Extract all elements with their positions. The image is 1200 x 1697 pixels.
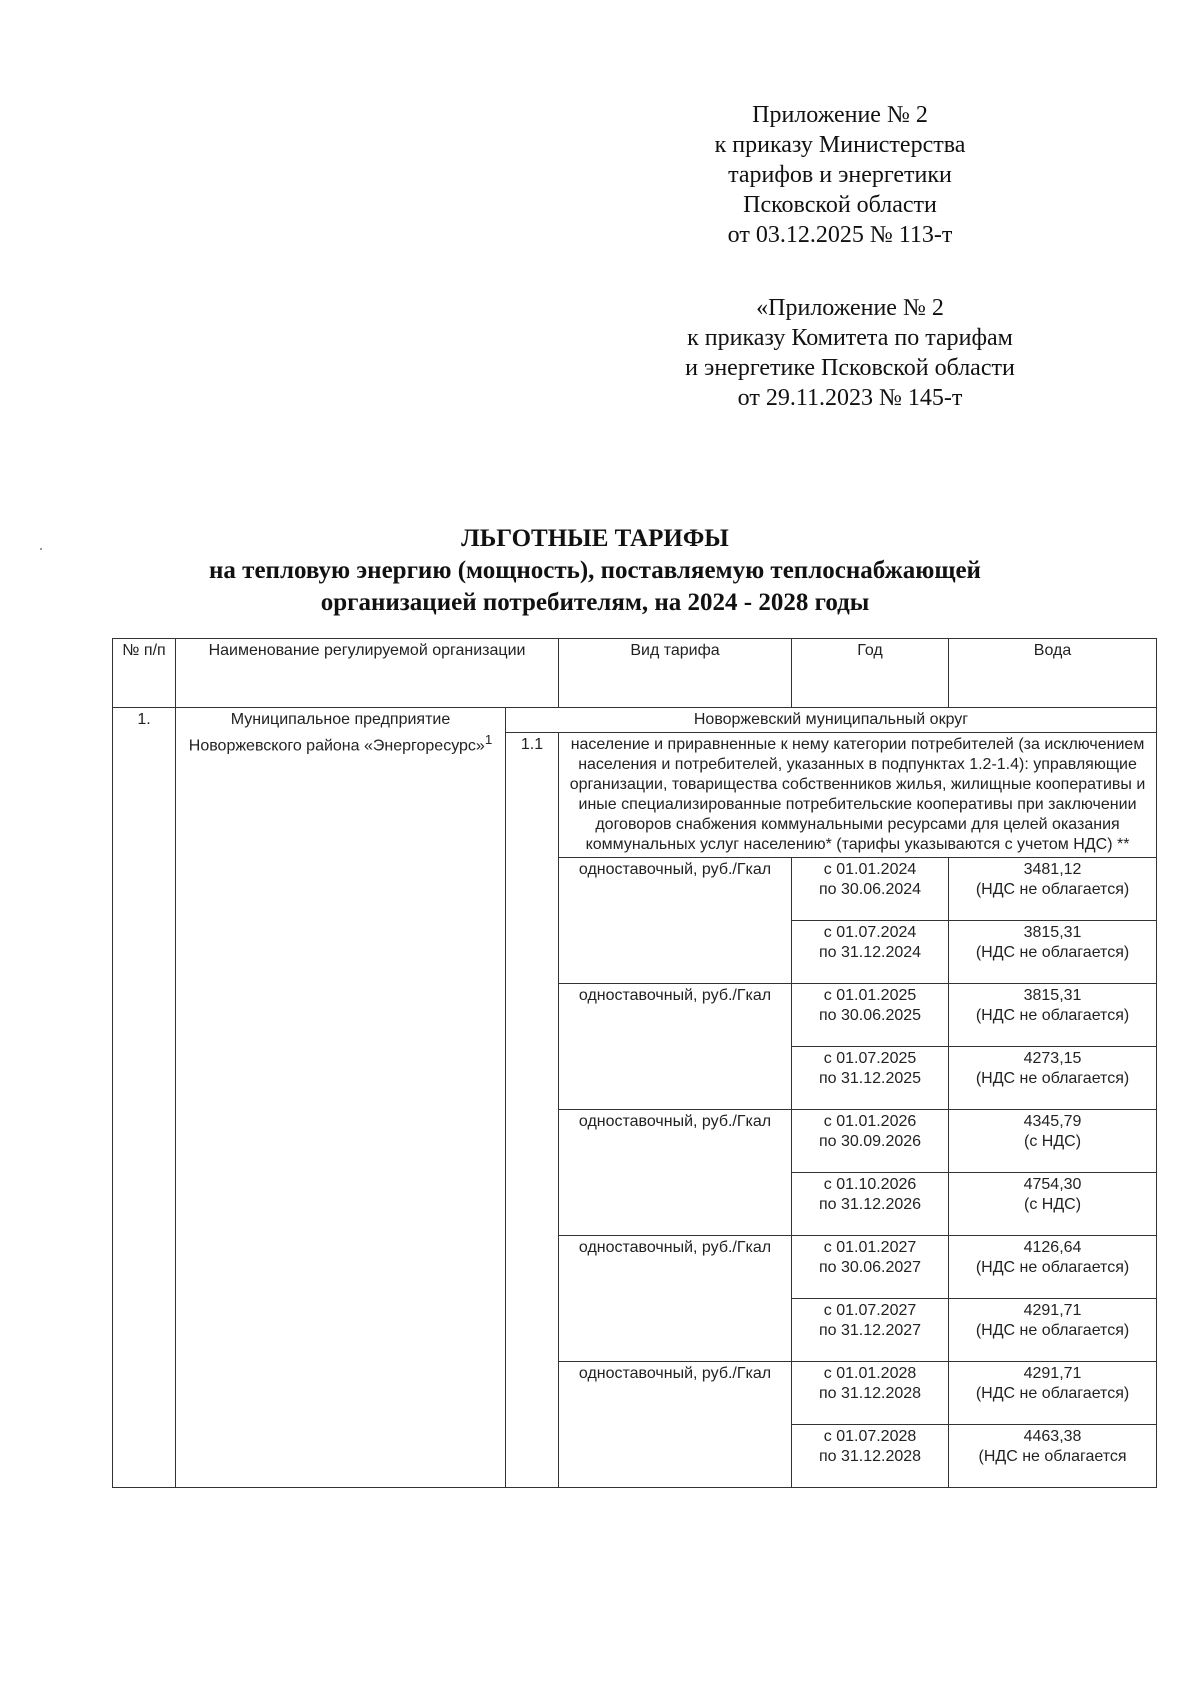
tariff-amount: 3815,31 [1023,924,1082,941]
tariff-type: одноставочный, руб./Гкал [559,1236,792,1362]
title-line: ЛЬГОТНЫЕ ТАРИФЫ [461,525,729,552]
tariff-amount: 3481,12 [1023,861,1082,878]
table-header-row [113,639,1157,708]
organization-footnote: 1 [484,732,493,747]
consumer-category: население и приравненные к нему категории потребителей (за исключением населения и потребителей, указанных в подпунктах 1.2-1.4): управляющие организации, товарищества собственников жилья, жилищные кооперативы и иные специализированные потребительские кооперативы при заключении договоров снабжения коммунальными ресурсами для целей оказания коммунальных услуг населению* (тарифы указываются с учетом НДС) ** [559,733,1157,858]
appendix-line: тарифов и энергетики [728,162,952,188]
period-to: по 30.06.2025 [818,1007,922,1024]
tariff-value [949,1110,1157,1173]
header-water: Вода [949,639,1157,708]
appendix-reference-current [690,100,990,250]
tariff-period [792,858,949,921]
header-org: Наименование регулируемой организации [176,639,559,708]
row-number: 1. [113,708,176,1488]
tariff-period [792,1362,949,1425]
subitem-number: 1.1 [506,733,559,1488]
appendix-reference-previous [640,293,1060,413]
header-tariff-type: Вид тарифа [559,639,792,708]
period-to: по 30.06.2027 [818,1259,922,1276]
tariff-type: одноставочный, руб./Гкал [559,1110,792,1236]
tariff-value [949,1236,1157,1299]
tariff-amount: 3815,31 [1023,987,1082,1004]
tariff-amount: 4754,30 [1023,1176,1082,1193]
tariff-value [949,1047,1157,1110]
appendix-line: от 03.12.2025 № 113-т [727,222,953,248]
tariff-value [949,1425,1157,1488]
vat-note: (с НДС) [1023,1133,1082,1150]
vat-note: (НДС не облагается) [975,1259,1130,1276]
tariff-value [949,1362,1157,1425]
period-from: с 01.07.2024 [823,924,917,941]
vat-note: (НДС не облагается) [975,1070,1130,1087]
tariff-period [792,984,949,1047]
period-to: по 31.12.2027 [818,1322,922,1339]
vat-note: (с НДС) [1023,1196,1082,1213]
tariff-period [792,1047,949,1110]
tariff-type: одноставочный, руб./Гкал [559,1362,792,1488]
tariff-period [792,1236,949,1299]
vat-note: (НДС не облагается [978,1448,1127,1465]
tariff-period [792,1110,949,1173]
tariff-value [949,984,1157,1047]
tariff-amount: 4345,79 [1023,1113,1082,1130]
scan-speck [40,548,42,550]
period-from: с 01.01.2025 [823,987,917,1004]
tariff-period [792,1299,949,1362]
period-from: с 01.01.2027 [823,1239,917,1256]
vat-note: (НДС не облагается) [975,944,1130,961]
district-row [113,708,1157,733]
tariff-amount: 4291,71 [1023,1365,1082,1382]
period-to: по 31.12.2024 [818,944,922,961]
period-to: по 31.12.2025 [818,1070,922,1087]
tariff-table-body [113,639,1157,1488]
appendix-line: от 29.11.2023 № 145-т [737,385,963,411]
organization-name-text: Муниципальное предприятие Новоржевского района «Энергоресурс» [188,711,485,755]
tariff-amount: 4273,15 [1023,1050,1082,1067]
appendix-line: к приказу Министерства [714,132,966,158]
period-from: с 01.10.2026 [823,1176,917,1193]
period-from: с 01.07.2028 [823,1428,917,1445]
title-line: на тепловую энергию (мощность), поставляемую теплоснабжающей [209,557,981,584]
organization-name [176,708,506,1488]
appendix-line: Псковской области [743,192,937,218]
district-name: Новоржевский муниципальный округ [506,708,1157,733]
appendix-line: к приказу Комитета по тарифам [687,325,1013,351]
tariff-period [792,921,949,984]
period-to: по 30.09.2026 [818,1133,922,1150]
header-num: № п/п [113,639,176,708]
period-from: с 01.01.2028 [823,1365,917,1382]
title-line: организацией потребителям, на 2024 - 2028 годы [320,589,870,616]
tariff-value [949,1299,1157,1362]
vat-note: (НДС не облагается) [975,881,1130,898]
appendix-line: и энергетике Псковской области [685,355,1015,381]
vat-note: (НДС не облагается) [975,1007,1130,1024]
period-from: с 01.01.2026 [823,1113,917,1130]
period-to: по 31.12.2028 [818,1448,922,1465]
tariff-period [792,1173,949,1236]
tariff-type: одноставочный, руб./Гкал [559,858,792,984]
header-year: Год [792,639,949,708]
tariff-amount: 4126,64 [1023,1239,1082,1256]
tariff-value [949,1173,1157,1236]
tariff-amount: 4463,38 [1023,1428,1082,1445]
tariff-amount: 4291,71 [1023,1302,1082,1319]
tariff-type: одноставочный, руб./Гкал [559,984,792,1110]
period-from: с 01.07.2027 [823,1302,917,1319]
appendix-line: Приложение № 2 [752,102,928,128]
period-to: по 31.12.2028 [818,1385,922,1402]
appendix-line: «Приложение № 2 [756,295,944,321]
tariff-value [949,858,1157,921]
tariff-value [949,921,1157,984]
period-to: по 30.06.2024 [818,881,922,898]
tariff-period [792,1425,949,1488]
vat-note: (НДС не облагается) [975,1385,1130,1402]
tariff-table [112,638,1157,1488]
period-from: с 01.07.2025 [823,1050,917,1067]
vat-note: (НДС не облагается) [975,1322,1130,1339]
period-to: по 31.12.2026 [818,1196,922,1213]
period-from: с 01.01.2024 [823,861,917,878]
document-title [130,523,1060,619]
